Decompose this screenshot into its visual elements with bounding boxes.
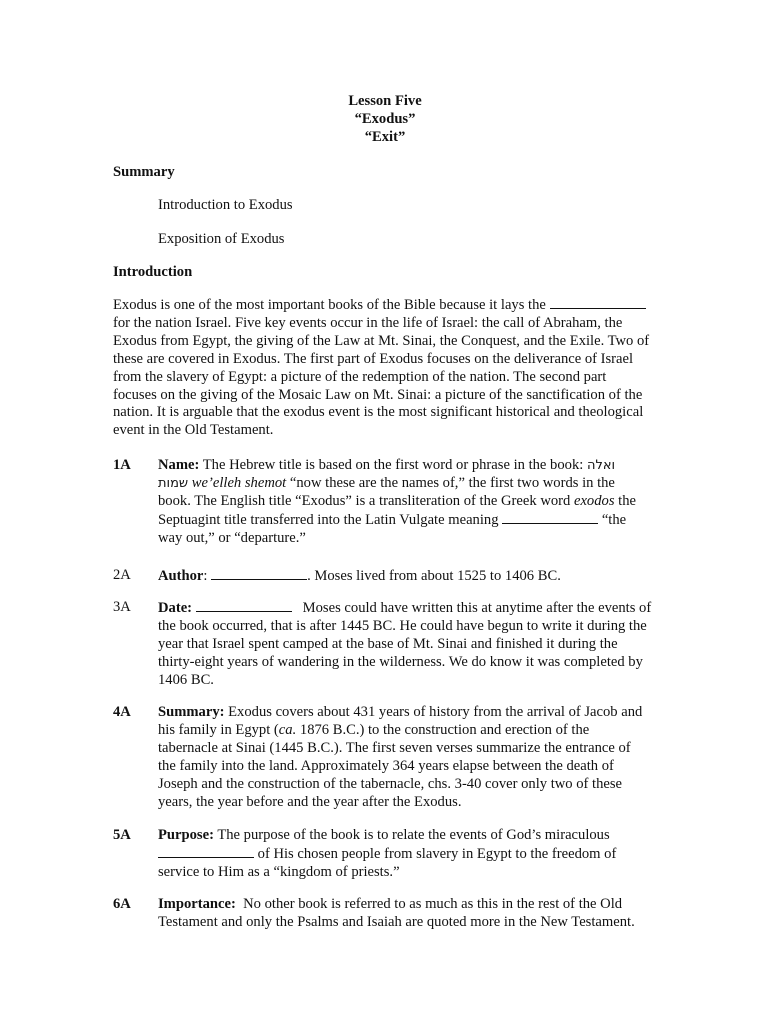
introduction-paragraph [113, 296, 653, 440]
point-label: Name: [158, 457, 200, 473]
point-text: . Moses lived from about 1525 to 1406 BC. [307, 568, 561, 584]
point-text: Moses could have written this at anytime after the events of the book occurred, that is after 1445 BC. He could have begun to write it during the year that Israel spent camped at the base of Mt. Sinai and finished it during the thirty-eight years of wandering in the wilderness. We do know it was completed by 1406 BC. [158, 600, 652, 688]
intro-text-start: Exodus is one of the most important books of the Bible because it lays the [113, 297, 546, 313]
lesson-book-name: “Exodus” [354, 111, 416, 127]
point-author: Author: . Moses lived from about 1525 to 1406 BC. [158, 568, 561, 584]
summary-item-introduction: Introduction to Exodus [158, 197, 293, 213]
point-importance [158, 896, 658, 932]
introduction-heading: Introduction [113, 264, 193, 280]
intro-text-rest: for the nation Israel. Five key events occur in the life of Israel: the call of Abraham, the Exodus from Egypt, the giving of the Law at Mt. Sinai, the Conquest, and the Exile. Two of these are covered in Exodus. The first part of Exodus focuses on the deliverance of Israel from the slavery of Egypt: a picture of the redemption of the nation. The second part focuses on the giving of the Mosaic Law on Mt. Sinai: a picture of the sanctification of the nation. It is arguable that the exodus event is the most significant historical and theological event in the Old Testament. [113, 314, 650, 439]
point-number: 2A [113, 567, 131, 583]
point-text: the Septuagint title transferred into the Latin Vulgate meaning [158, 492, 636, 528]
point-text: of His chosen people from slavery in Egypt to the freedom of service to Him as a “kingdom of priests.” [158, 845, 617, 880]
point-text: Exodus covers about 431 years of history from the arrival of Jacob and his family in Egypt ( [158, 704, 643, 738]
fill-in-blank [158, 845, 254, 858]
point-number: 4A [113, 704, 131, 720]
transliteration: we’elleh shemot [191, 474, 287, 491]
fill-in-blank [550, 296, 646, 309]
point-number: 3A [113, 599, 131, 615]
hebrew-word: שמות [158, 475, 189, 491]
point-summary [158, 704, 652, 811]
point-text: The Hebrew title is based on the first word or phrase in the book: [202, 457, 584, 473]
point-number: 6A [113, 896, 131, 912]
point-label: Purpose: [158, 827, 214, 843]
summary-item-exposition: Exposition of Exodus [158, 231, 285, 247]
point-number: 1A [113, 457, 131, 473]
point-label: Date: [158, 600, 193, 616]
hebrew-word: ואלה [586, 458, 616, 473]
point-text: “the way out,” or “departure.” [158, 511, 627, 546]
point-date [158, 599, 652, 690]
point-text: 1876 B.C.) to the construction and erection of the tabernacle at Sinai (1445 B.C.). The first seven verses summarize the entrance of the family into the land. Approximately 364 years elapse between the death of Joseph and the construction of the tabernacle, chs. 3-40 cover only two of these years, the year before and the year after the Exodus. [158, 721, 631, 810]
point-number: 5A [113, 827, 131, 843]
point-text: The purpose of the book is to relate the events of God’s miraculous [217, 827, 610, 843]
lesson-book-meaning: “Exit” [364, 129, 406, 145]
fill-in-blank [196, 599, 292, 612]
point-label: Importance: [158, 896, 236, 912]
point-text: “now these are the names of,” the first two words in the book. The English title “Exodus” is a transliteration of the Greek word [158, 474, 615, 509]
summary-heading: Summary [113, 164, 175, 180]
lesson-title: Lesson Five [348, 93, 422, 109]
circa-abbrev: ca. [278, 721, 297, 738]
lesson-title-block [0, 93, 770, 147]
fill-in-blank [211, 567, 307, 580]
greek-word: exodos [573, 492, 615, 509]
fill-in-blank [502, 511, 598, 524]
point-text: No other book is referred to as much as this in the rest of the Old Testament and only the Psalms and Isaiah are quoted more in the New Testament. [158, 896, 635, 930]
point-label: Summary: [158, 704, 225, 720]
point-label: Author [158, 568, 204, 584]
point-purpose [158, 827, 638, 882]
point-name [158, 457, 643, 548]
